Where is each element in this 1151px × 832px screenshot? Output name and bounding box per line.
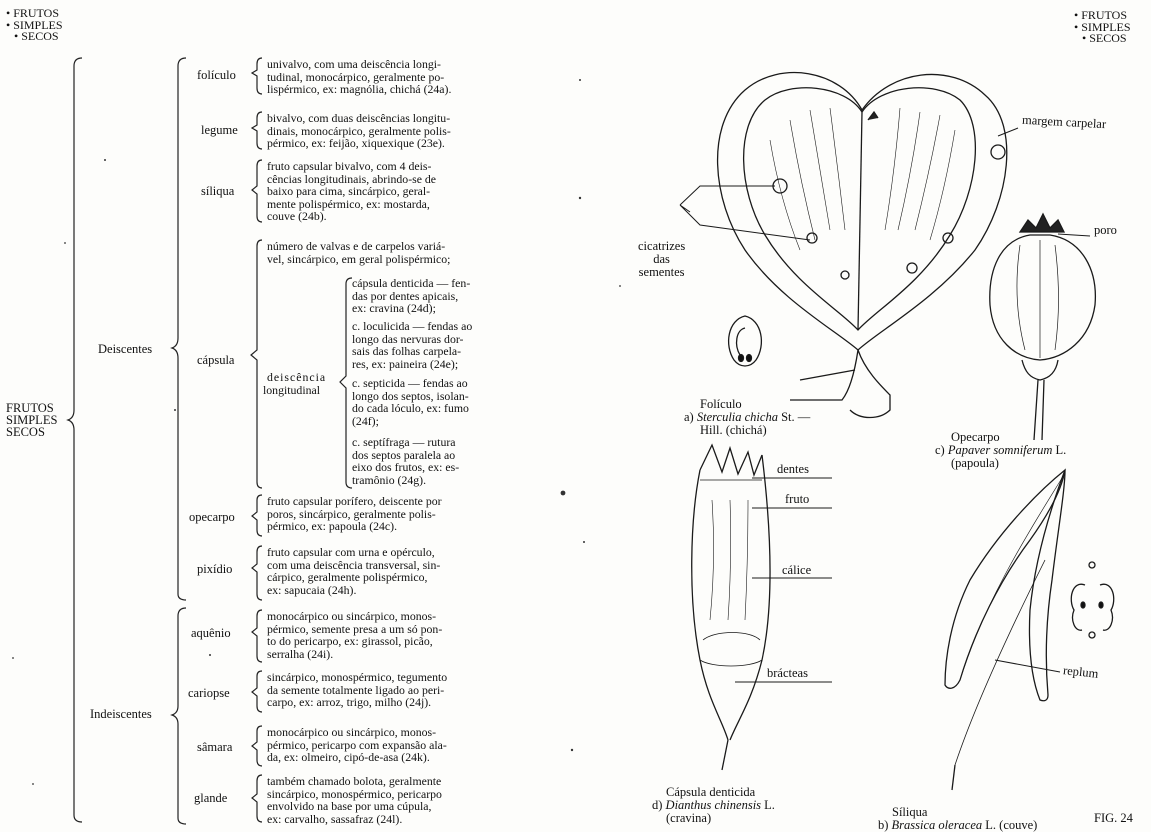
caption-italic: Papaver somniferum — [947, 443, 1053, 457]
desc-line: monocárpico ou sincárpico, monos- — [267, 609, 437, 623]
desc-line: c. septífraga — rutura — [352, 435, 456, 449]
desc-line: longitudinal — [263, 382, 321, 397]
root-label-line: SIMPLES — [6, 413, 58, 427]
type-siliqua: síliqua — [201, 184, 235, 198]
desc-line: bivalvo, com duas deiscências longitu- — [267, 111, 451, 125]
type-capsula: cápsula — [197, 353, 235, 367]
desc-line: das por dentes apicais, — [352, 288, 459, 303]
desc-line: vel, sincárpico, em geral polispérmico; — [267, 251, 451, 266]
caption-italic: Sterculia chicha — [696, 410, 778, 424]
caption-rest: L. — [1055, 443, 1067, 457]
caption-title: Opecarpo — [951, 430, 1000, 444]
type-legume: legume — [201, 123, 238, 137]
caption-line: Hill. (chichá) — [700, 423, 767, 437]
type-cariopse: cariopse — [188, 686, 230, 700]
root-label-line: SECOS — [6, 425, 45, 439]
desc-line: longo dos septos, isolan- — [352, 388, 469, 403]
caption-a — [684, 398, 810, 437]
septum-detail-drawing — [1071, 562, 1113, 638]
desc-line: sais das folhas carpela- — [352, 344, 462, 359]
desc-line: sincárpico, monospérmico, tegumento — [267, 670, 448, 684]
desc-line: to do pericarpo, ex: girassol, picão, — [267, 634, 433, 649]
caption-prefix: d) — [652, 798, 663, 812]
caption-italic: Brassica oleracea — [891, 818, 983, 832]
label-fruto: fruto — [785, 492, 810, 506]
caption-line: (papoula) — [951, 456, 999, 470]
corner-item: • SECOS — [1082, 31, 1127, 45]
desc-line: deiscência — [267, 370, 327, 384]
caption-b — [878, 806, 1037, 832]
desc-line: pérmico, ex: feijão, xiquexique (23e). — [267, 136, 445, 151]
desc-line: pérmico, semente presa a um só pon- — [267, 621, 443, 636]
corner-item: • FRUTOS — [6, 6, 59, 20]
desc-line: cárpico, geralmente polispérmico, — [267, 570, 428, 585]
desc-line: ex: cravina (24d); — [352, 301, 436, 316]
desc-line: ex: carvalho, sassafraz (24l). — [267, 811, 403, 826]
desc-line: fruto capsular com urna e opérculo, — [267, 545, 435, 559]
caption-rest: L. — [764, 798, 775, 812]
type-pixidio: pixídio — [197, 562, 233, 576]
carnation-capsule-drawing — [692, 445, 770, 770]
desc-line: envolvido na base por uma cúpula, — [267, 799, 432, 814]
label-line: cicatrizes — [638, 239, 686, 253]
caption-line: (cravina) — [666, 811, 712, 825]
desc-line: couve (24b). — [267, 209, 327, 224]
desc-line: poros, sincárpico, geralmente polis- — [267, 506, 436, 521]
seed-scar-marks — [773, 145, 1005, 279]
desc-line: também chamado bolota, geralmente — [267, 774, 442, 788]
desc-line: da, ex: olmeiro, cipó-de-asa (24k). — [267, 750, 430, 765]
desc-line: da semente totalmente ligado ao peri- — [267, 682, 445, 697]
label-dentes: dentes — [777, 462, 809, 476]
caption-prefix: a) — [684, 410, 694, 424]
caption-title: Cápsula denticida — [666, 785, 756, 799]
desc-line: dinais, monocárpico, geralmente polis- — [267, 123, 451, 138]
desc-line: monocárpico ou sincárpico, monos- — [267, 725, 437, 739]
group-deiscentes: Deiscentes — [98, 342, 153, 356]
caption-c — [935, 431, 1066, 470]
group-indeiscentes: Indeiscentes — [90, 707, 152, 721]
seed-section-drawing — [729, 316, 762, 366]
desc-line: cápsula denticida — fen- — [352, 276, 471, 290]
desc-line: c. septicida — fendas ao — [352, 376, 468, 390]
label-line: das — [653, 252, 670, 266]
desc-line: serralha (24i). — [267, 646, 334, 661]
type-aquenio: aquênio — [191, 626, 231, 640]
type-samara: sâmara — [197, 740, 233, 754]
caption-title: Síliqua — [892, 805, 928, 819]
desc-line: fruto capsular bivalvo, com 4 deis- — [267, 159, 432, 173]
desc-line: carpo, ex: arroz, trigo, milho (24j). — [267, 695, 432, 710]
desc-line: número de valvas e de carpelos variá- — [267, 239, 446, 253]
desc-line: eixo dos frutos, ex: es- — [352, 460, 460, 475]
desc-line: (24f); — [352, 413, 379, 428]
desc-line: ex: sapucaia (24h). — [267, 582, 357, 597]
siliqua-drawing — [945, 470, 1065, 790]
desc-line: pérmico, ex: papoula (24c). — [267, 519, 398, 534]
desc-line: tudinal, monocárpico, geralmente po- — [267, 69, 445, 84]
desc-line: univalvo, com uma deiscência longi- — [267, 57, 441, 71]
desc-line: fruto capsular porífero, deiscente por — [267, 494, 442, 508]
root-label-line: FRUTOS — [6, 401, 54, 415]
desc-line: lispérmico, ex: magnólia, chichá (24a). — [267, 82, 452, 97]
caption-rest: St. — — [781, 410, 811, 424]
label-poro: poro — [1094, 223, 1117, 237]
type-glande: glande — [194, 791, 228, 805]
label-replum: replum — [1062, 663, 1100, 681]
label-bracteas: brácteas — [767, 666, 808, 680]
type-foliculo: folículo — [197, 68, 236, 82]
desc-line: longo das nervuras dor- — [352, 331, 464, 346]
desc-line: mente polispérmico, ex: mostarda, — [267, 196, 430, 211]
corner-item: • FRUTOS — [1074, 8, 1127, 22]
corner-item: • SIMPLES — [1074, 19, 1131, 34]
desc-line: baixo para cima, sincárpico, geral- — [267, 184, 431, 199]
desc-line: cências longitudinais, abrindo-se de — [267, 171, 437, 186]
desc-line: sincárpico, monospérmico, pericarpo — [267, 786, 442, 801]
figure-number: FIG. 24 — [1094, 811, 1133, 825]
caption-d — [652, 786, 775, 825]
label-cicatrizes — [638, 240, 685, 279]
desc-line: dos septos paralela ao — [352, 447, 456, 462]
caption-title: Folículo — [700, 397, 742, 411]
caption-rest: L. (couve) — [985, 818, 1038, 832]
desc-line: pérmico, pericarpo com expansão ala- — [267, 737, 447, 752]
type-opecarpo: opecarpo — [189, 510, 235, 524]
poppy-capsule-drawing — [990, 214, 1096, 440]
desc-line: c. loculicida — fendas ao — [352, 319, 473, 333]
desc-line: com uma deiscência transversal, sin- — [267, 557, 441, 572]
corner-item: • SECOS — [14, 29, 59, 43]
caption-prefix: b) — [878, 818, 889, 832]
caption-species — [878, 819, 1037, 832]
follicle-drawing — [718, 73, 1007, 418]
desc-line: do cada lóculo, ex: fumo — [352, 401, 469, 416]
label-calice: cálice — [782, 563, 812, 577]
corner-item: • SIMPLES — [6, 17, 63, 32]
caption-prefix: c) — [935, 443, 945, 457]
label-line: sementes — [638, 265, 685, 279]
label-margem-carpelar: margem carpelar — [1021, 112, 1107, 132]
desc-line: tramônio (24g). — [352, 472, 427, 487]
desc-line: res, ex: paineira (24e); — [352, 356, 459, 371]
caption-italic: Dianthus chinensis — [665, 798, 762, 812]
